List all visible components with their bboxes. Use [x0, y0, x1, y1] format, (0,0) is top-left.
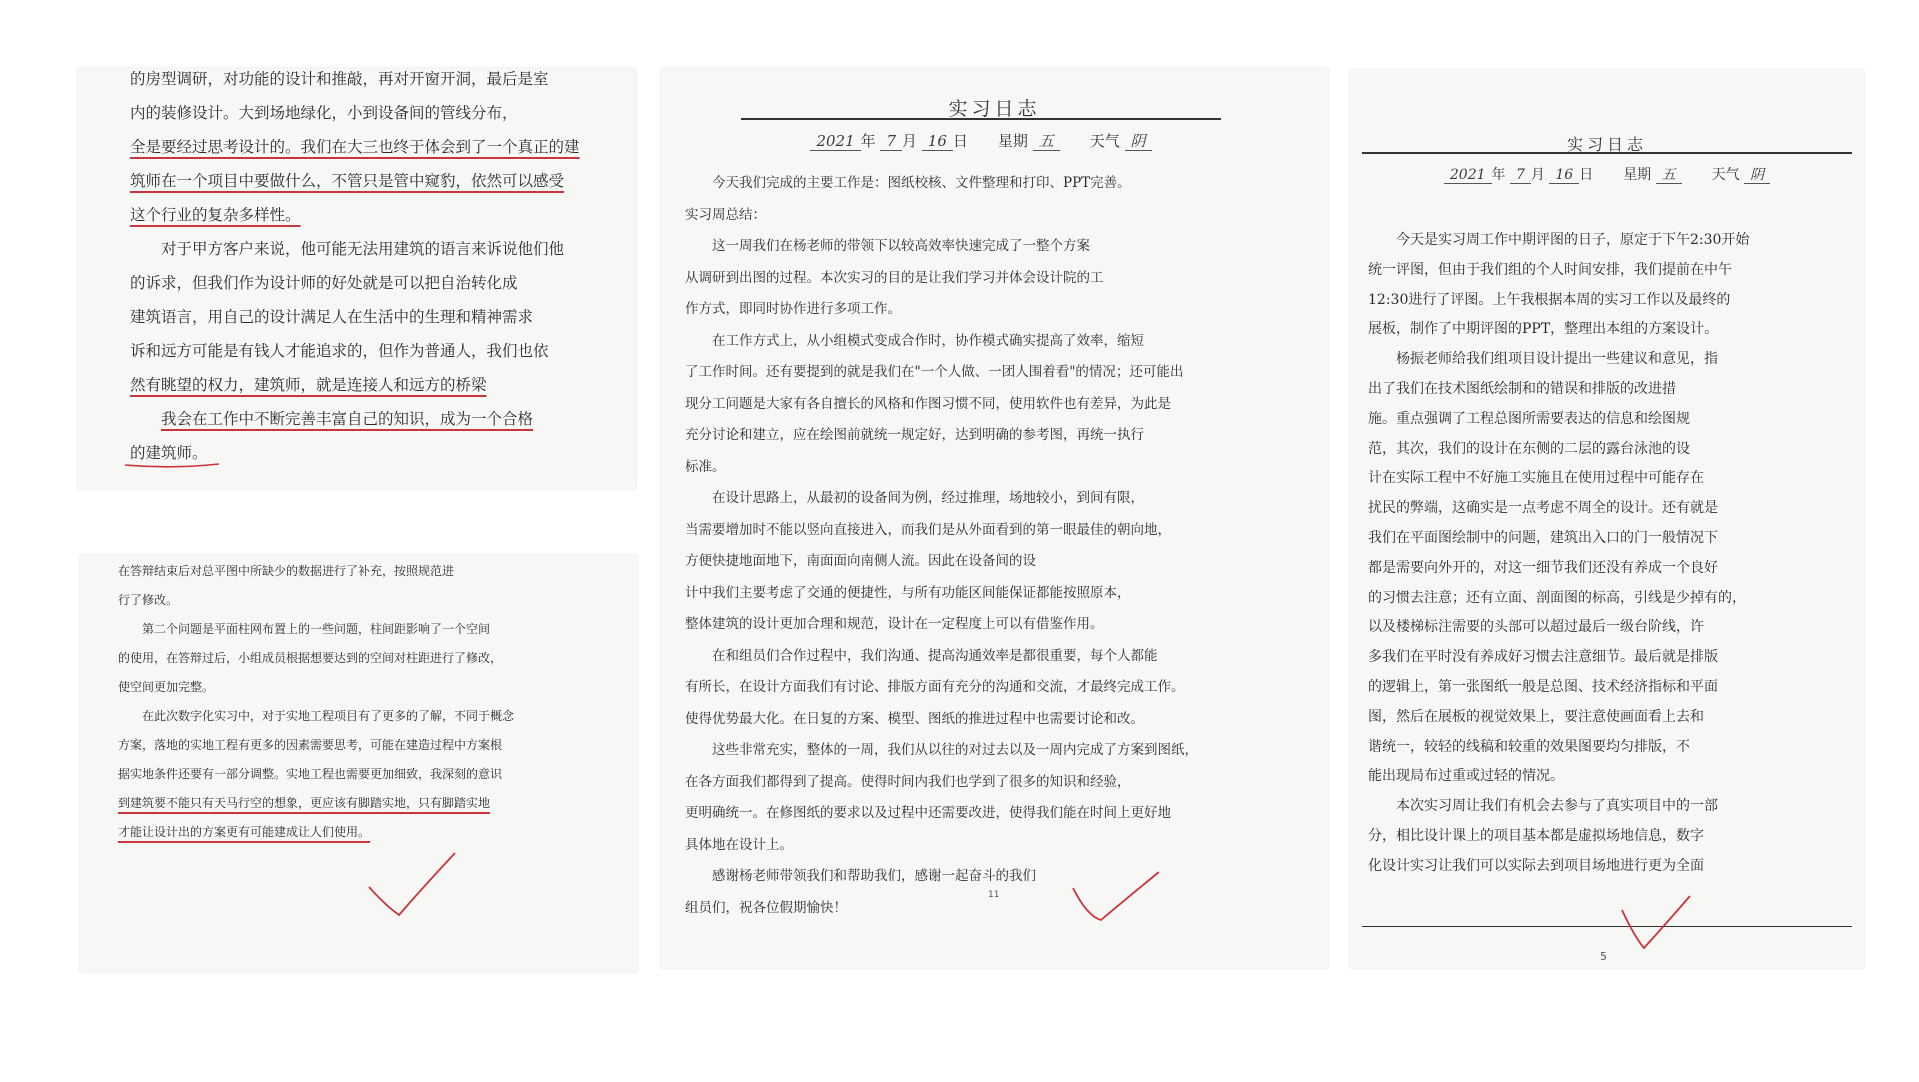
- text-line: 分，相比设计课上的项目基本都是虚拟场地信息，数字: [1368, 827, 1704, 844]
- text-line: 行了修改。: [118, 593, 179, 607]
- journal-page-right: [1350, 70, 1864, 968]
- text-line: 感谢杨老师带领我们和帮助我们，感谢一起奋斗的我们: [712, 868, 1036, 884]
- text-line: 在答辩结束后对总平图中所缺少的数据进行了补充，按照规范进: [118, 564, 455, 578]
- text-line: 在此次数字化实习中，对于实地工程项目有了更多的了解，不同于概念: [142, 709, 515, 723]
- journal-page-middle: [661, 68, 1328, 968]
- text-line: 内的装修设计。大到场地绿化，小到设备间的管线分布，: [130, 104, 518, 122]
- date-month: 7: [880, 132, 902, 151]
- weather-value: 阴: [1125, 132, 1152, 151]
- red-checkmark: [365, 845, 465, 925]
- text-line: 了工作时间。还有要提到的就是我们在"一个人做、一团人围着看"的情况；还可能出: [685, 364, 1184, 380]
- journal-page-top-left: [78, 68, 636, 489]
- date-row: [741, 130, 1221, 151]
- text-line: 才能让设计出的方案更有可能建成让人们使用。: [118, 825, 371, 839]
- text-line: 12:30进行了评图。上午我根据本周的实习工作以及最终的: [1368, 291, 1731, 308]
- text-line: 然有眺望的权力，建筑师，就是连接人和远方的桥梁: [130, 376, 487, 394]
- title-rule: [1362, 152, 1852, 154]
- text-line: 诉和远方可能是有钱人才能追求的，但作为普通人，我们也依: [130, 342, 549, 360]
- text-line: 的使用，在答辩过后，小组成员根据想要达到的空间对柱距进行了修改，: [118, 651, 503, 665]
- footer-rule: [1362, 926, 1852, 927]
- date-month: 7: [1510, 167, 1531, 184]
- text-line: 现分工问题是大家有各自擅长的风格和作图习惯不同，使用软件也有差异，为此是: [685, 395, 1171, 412]
- text-line: 组员们，祝各位假期愉快！: [685, 899, 847, 916]
- text-line: 施。重点强调了工程总图所需要表达的信息和绘图规: [1368, 410, 1690, 427]
- date-year-unit: 年: [1491, 167, 1506, 183]
- text-line: 今天是实习周工作中期评图的日子，原定于下午2:30开始: [1396, 232, 1750, 248]
- text-line: 建筑语言，用自己的设计满足人在生活中的生理和精神需求: [130, 308, 534, 326]
- weather-field: [1090, 130, 1152, 151]
- page-number: 5: [1600, 950, 1607, 963]
- text-line: 都是需要向外开的，对这一细节我们还没有养成一个良好: [1368, 559, 1718, 576]
- weekday-value: 五: [1033, 132, 1060, 151]
- text-line: 方案，落地的实地工程有更多的因素需要思考，可能在建造过程中方案根: [118, 738, 503, 752]
- text-line: 在各方面我们都得到了提高。使得时间内我们也学到了很多的知识和经验，: [685, 773, 1131, 790]
- text-line: 计中我们主要考虑了交通的便捷性，与所有功能区间能保证都能按照原本，: [685, 584, 1131, 601]
- text-line: 化设计实习让我们可以实际去到项目场地进行更为全面: [1368, 857, 1704, 874]
- weekday-label: 星期: [1623, 167, 1652, 183]
- text-line: 的习惯去注意；还有立面、剖面图的标高，引线是少掉有的，: [1368, 589, 1746, 606]
- text-line: 据实地条件还要有一部分调整。实地工程也需要更加细致，我深刻的意识: [118, 767, 503, 781]
- text-line: 全是要经过思考设计的。我们在大三也终于体会到了一个真正的建: [130, 138, 580, 156]
- text-line: 的逻辑上，第一张图纸一般是总图、技术经济指标和平面: [1368, 678, 1718, 695]
- text-line: 多我们在平时没有养成好习惯去注意细节。最后就是排版: [1368, 649, 1718, 666]
- footer-mark: 11: [988, 890, 1000, 900]
- text-line: 的房型调研，对功能的设计和推敲，再对开窗开洞，最后是室: [130, 70, 549, 88]
- date-field: [810, 130, 967, 151]
- text-line: 方便快捷地面地下，南面面向南侧人流。因此在设备间的设: [685, 553, 1036, 569]
- title-rule: [741, 118, 1221, 120]
- text-line: 范，其次，我们的设计在东侧的二层的露台泳池的设: [1368, 440, 1690, 457]
- date-day: 16: [1549, 167, 1579, 184]
- text-line: 杨振老师给我们组项目设计提出一些建议和意见，指: [1396, 351, 1718, 368]
- text-line: 在工作方式上，从小组模式变成合作时，协作模式确实提高了效率，缩短: [712, 332, 1144, 349]
- text-line: 从调研到出图的过程。本次实习的目的是让我们学习并体会设计院的工: [685, 269, 1104, 286]
- text-line: 我们在平面图绘制中的问题，建筑出入口的门一般情况下: [1368, 529, 1718, 546]
- handwritten-text-block: [1368, 226, 1846, 882]
- text-line: 更明确统一。在修图纸的要求以及过程中还需要改进，使得我们能在时间上更好地: [685, 805, 1171, 821]
- text-line: 到建筑要不能只有天马行空的想象，更应该有脚踏实地，只有脚踏实地: [118, 796, 491, 810]
- text-line: 标准。: [685, 458, 726, 475]
- date-row: [1362, 164, 1852, 184]
- date-year: 2021: [1444, 167, 1492, 184]
- text-line: 有所长，在设计方面我们有讨论、排版方面有充分的沟通和交流，才最终完成工作。: [685, 679, 1185, 695]
- date-day: 16: [922, 132, 953, 151]
- handwritten-text-block: [118, 557, 610, 847]
- red-checkmark: [1620, 892, 1700, 962]
- text-line: 计在实际工程中不好施工实施且在使用过程中可能存在: [1368, 470, 1704, 487]
- text-line: 第二个问题是平面柱网布置上的一些问题，柱间距影响了一个空间: [142, 622, 491, 636]
- text-line: 图，然后在展板的视觉效果上，要注意使画面看上去和: [1368, 708, 1704, 725]
- weekday-value: 五: [1656, 167, 1682, 184]
- weather-field: [1712, 164, 1770, 184]
- text-line: 使空间更加完整。: [118, 680, 215, 694]
- date-month-unit: 月: [1530, 167, 1545, 183]
- page-title: 实习日志: [1566, 135, 1647, 154]
- weekday-field: [998, 130, 1060, 151]
- text-line: 对于甲方客户来说，他可能无法用建筑的语言来诉说他们他: [161, 240, 565, 258]
- page-title: 实习日志: [948, 98, 1041, 120]
- text-line: 我会在工作中不断完善丰富自己的知识，成为一个合格: [161, 410, 534, 428]
- handwritten-text-block: [685, 168, 1305, 924]
- text-line: 这些非常充实，整体的一周，我们从以往的对过去以及一周内完成了方案到图纸，: [712, 742, 1198, 758]
- weather-label: 天气: [1089, 132, 1120, 150]
- text-line: 充分讨论和建立，应在绘图前就统一规定好，达到明确的参考图，再统一执行: [685, 427, 1144, 443]
- text-line: 的诉求，但我们作为设计师的好处就是可以把自治转化成: [130, 274, 518, 292]
- text-line: 扰民的弊端，这确实是一点考虑不周全的设计。还有就是: [1368, 500, 1718, 517]
- date-year-unit: 年: [860, 132, 876, 150]
- text-line: 能出现局布过重或过轻的情况。: [1368, 768, 1564, 785]
- text-line: 的建筑师。: [130, 444, 208, 462]
- date-day-unit: 日: [1579, 167, 1594, 183]
- text-line: 实习周总结：: [685, 206, 766, 223]
- text-line: 出了我们在技术图纸绘制和的错误和排版的改进措: [1368, 380, 1676, 397]
- text-line: 本次实习周让我们有机会去参与了真实项目中的一部: [1396, 798, 1718, 815]
- text-line: 这个行业的复杂多样性。: [130, 206, 301, 224]
- weekday-label: 星期: [997, 132, 1028, 150]
- red-underline-mark: [123, 460, 223, 470]
- weather-value: 阴: [1744, 167, 1770, 184]
- journal-page-bottom-left: [80, 555, 637, 972]
- weather-label: 天气: [1711, 167, 1740, 183]
- date-day-unit: 日: [952, 132, 968, 150]
- text-line: 具体地在设计上。: [685, 836, 793, 853]
- text-line: 当需要增加时不能以竖向直接进入，而我们是从外面看到的第一眼最佳的朝向地，: [685, 521, 1171, 538]
- text-line: 在设计思路上，从最初的设备间为例，经过推理，场地较小，到间有限，: [712, 490, 1144, 506]
- weekday-field: [1623, 164, 1681, 184]
- handwritten-text-block: [130, 68, 605, 470]
- date-month-unit: 月: [902, 132, 918, 150]
- text-line: 作方式，即同时协作进行多项工作。: [685, 301, 901, 317]
- text-line: 在和组员们合作过程中，我们沟通、提高沟通效率是都很重要，每个人都能: [712, 647, 1158, 664]
- date-field: [1444, 164, 1593, 184]
- text-line: 展板，制作了中期评图的PPT，整理出本组的方案设计。: [1368, 321, 1719, 338]
- date-year: 2021: [810, 132, 860, 151]
- text-line: 谐统一，较轻的线稿和较重的效果图要均匀排版，不: [1368, 738, 1690, 755]
- text-line: 以及楼梯标注需要的头部可以超过最后一级台阶线，许: [1368, 619, 1704, 636]
- text-line: 这一周我们在杨老师的带领下以较高效率快速完成了一整个方案: [712, 238, 1090, 254]
- text-line: 筑师在一个项目中要做什么，不管只是管中窥豹，依然可以感受: [130, 172, 565, 190]
- text-line: 统一评图，但由于我们组的个人时间安排，我们提前在中午: [1368, 261, 1732, 278]
- red-checkmark: [1069, 868, 1169, 928]
- text-line: 整体建筑的设计更加合理和规范，设计在一定程度上可以有借鉴作用。: [685, 616, 1104, 632]
- text-line: 使得优势最大化。在日复的方案、模型、图纸的推进过程中也需要讨论和改。: [685, 710, 1144, 727]
- text-line: 今天我们完成的主要工作是：图纸校核、文件整理和打印、PPT完善。: [712, 175, 1131, 191]
